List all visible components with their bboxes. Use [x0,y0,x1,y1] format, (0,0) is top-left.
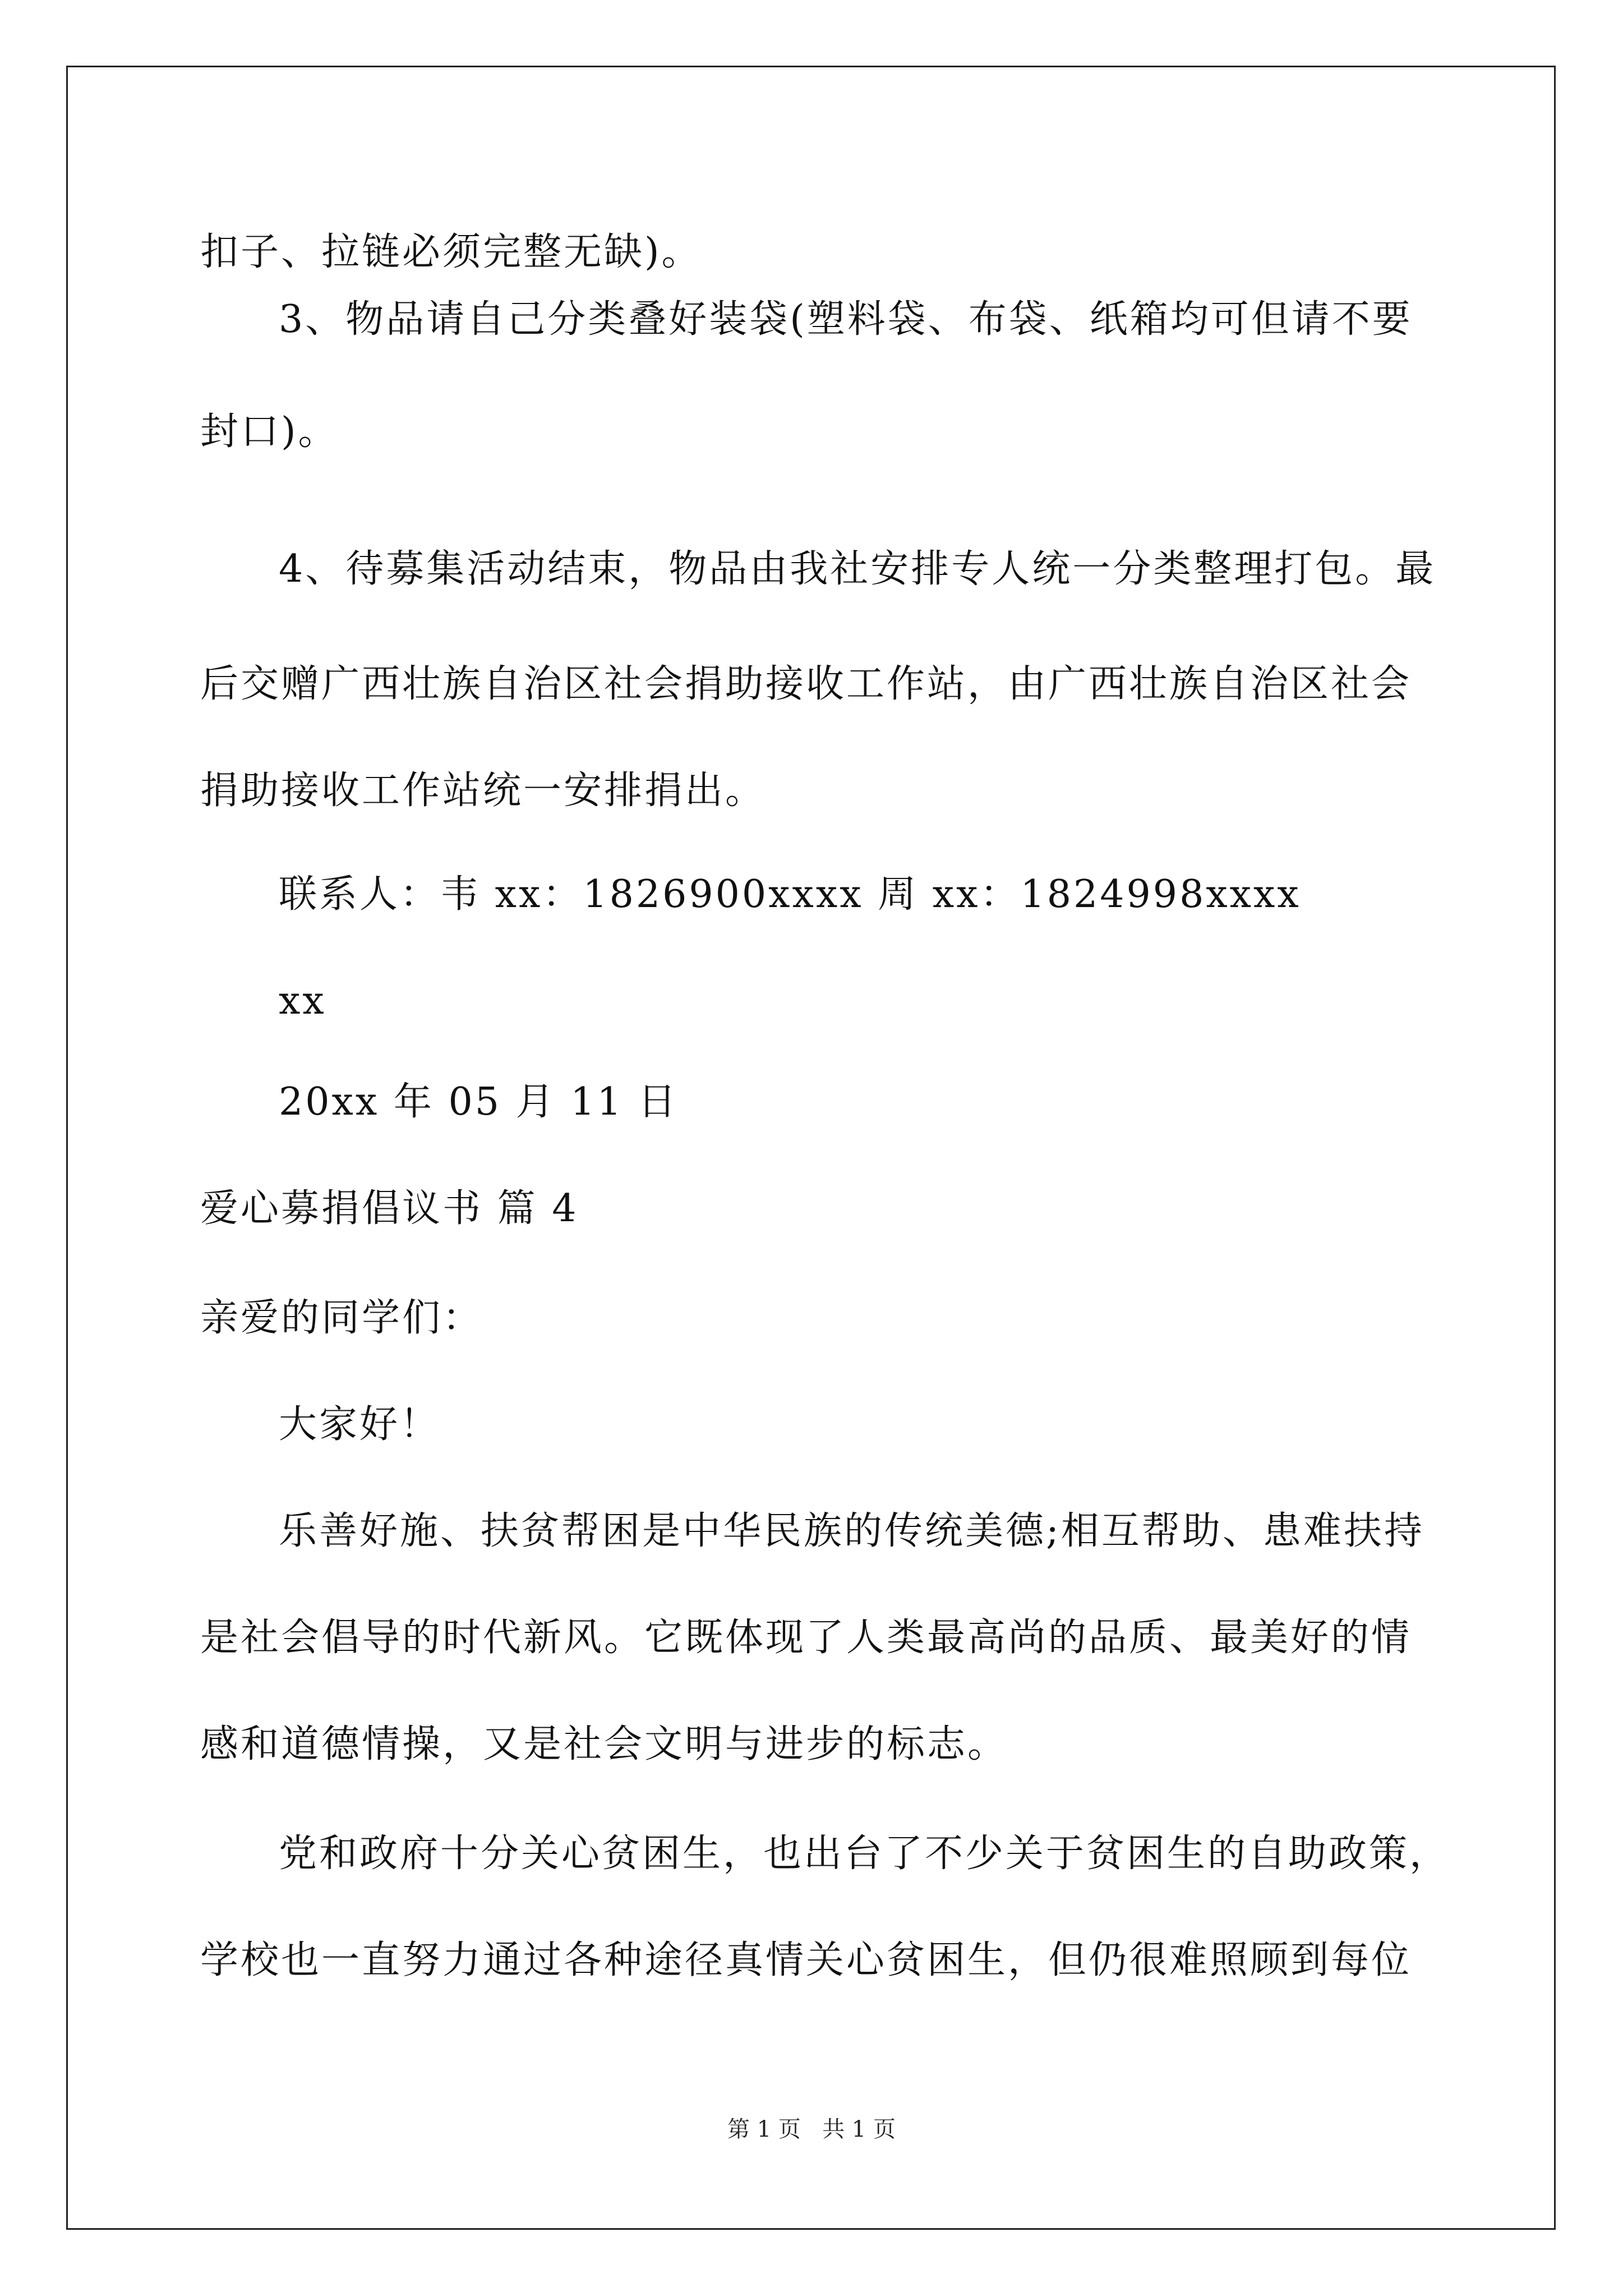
body-text-line: 学校也一直努力通过各种途径真情关心贫困生，但仍很难照顾到每位 [200,1938,1412,1982]
page-footer: 第 1 页 共 1 页 [727,2116,896,2142]
body-text-line: 封口)。 [200,409,339,454]
body-text-line: 党和政府十分关心贫困生，也出台了不少关于贫困生的自助政策， [279,1832,1450,1876]
body-text-line: 捐助接收工作站统一安排捐出。 [200,769,766,813]
signature-line: xx [279,979,326,1023]
body-text-line: 后交赠广西壮族自治区社会捐助接收工作站，由广西壮族自治区社会 [200,662,1412,706]
body-text-line: 3、物品请自己分类叠好装袋(塑料袋、布袋、纸箱均可但请不要 [279,297,1413,342]
greeting: 大家好！ [279,1402,441,1447]
page-border [66,66,1556,2230]
body-text-line: 扣子、拉链必须完整无缺)。 [200,230,702,274]
salutation: 亲爱的同学们： [200,1296,483,1340]
body-text-line: 是社会倡导的时代新风。它既体现了人类最高尚的品质、最美好的情 [200,1616,1412,1660]
body-text-line: 乐善好施、扶贫帮困是中华民族的传统美德;相互帮助、患难扶持 [279,1509,1424,1553]
body-text-line: 感和道德情操，又是社会文明与进步的标志。 [200,1722,1008,1766]
date-line: 20xx 年 05 月 11 日 [279,1080,679,1124]
section-heading: 爱心募捐倡议书 篇 4 [200,1186,579,1231]
contact-line: 联系人：韦 xx：1826900xxxx 周 xx：1824998xxxx [279,872,1301,917]
body-text-line: 4、待募集活动结束，物品由我社安排专人统一分类整理打包。最 [279,547,1436,591]
